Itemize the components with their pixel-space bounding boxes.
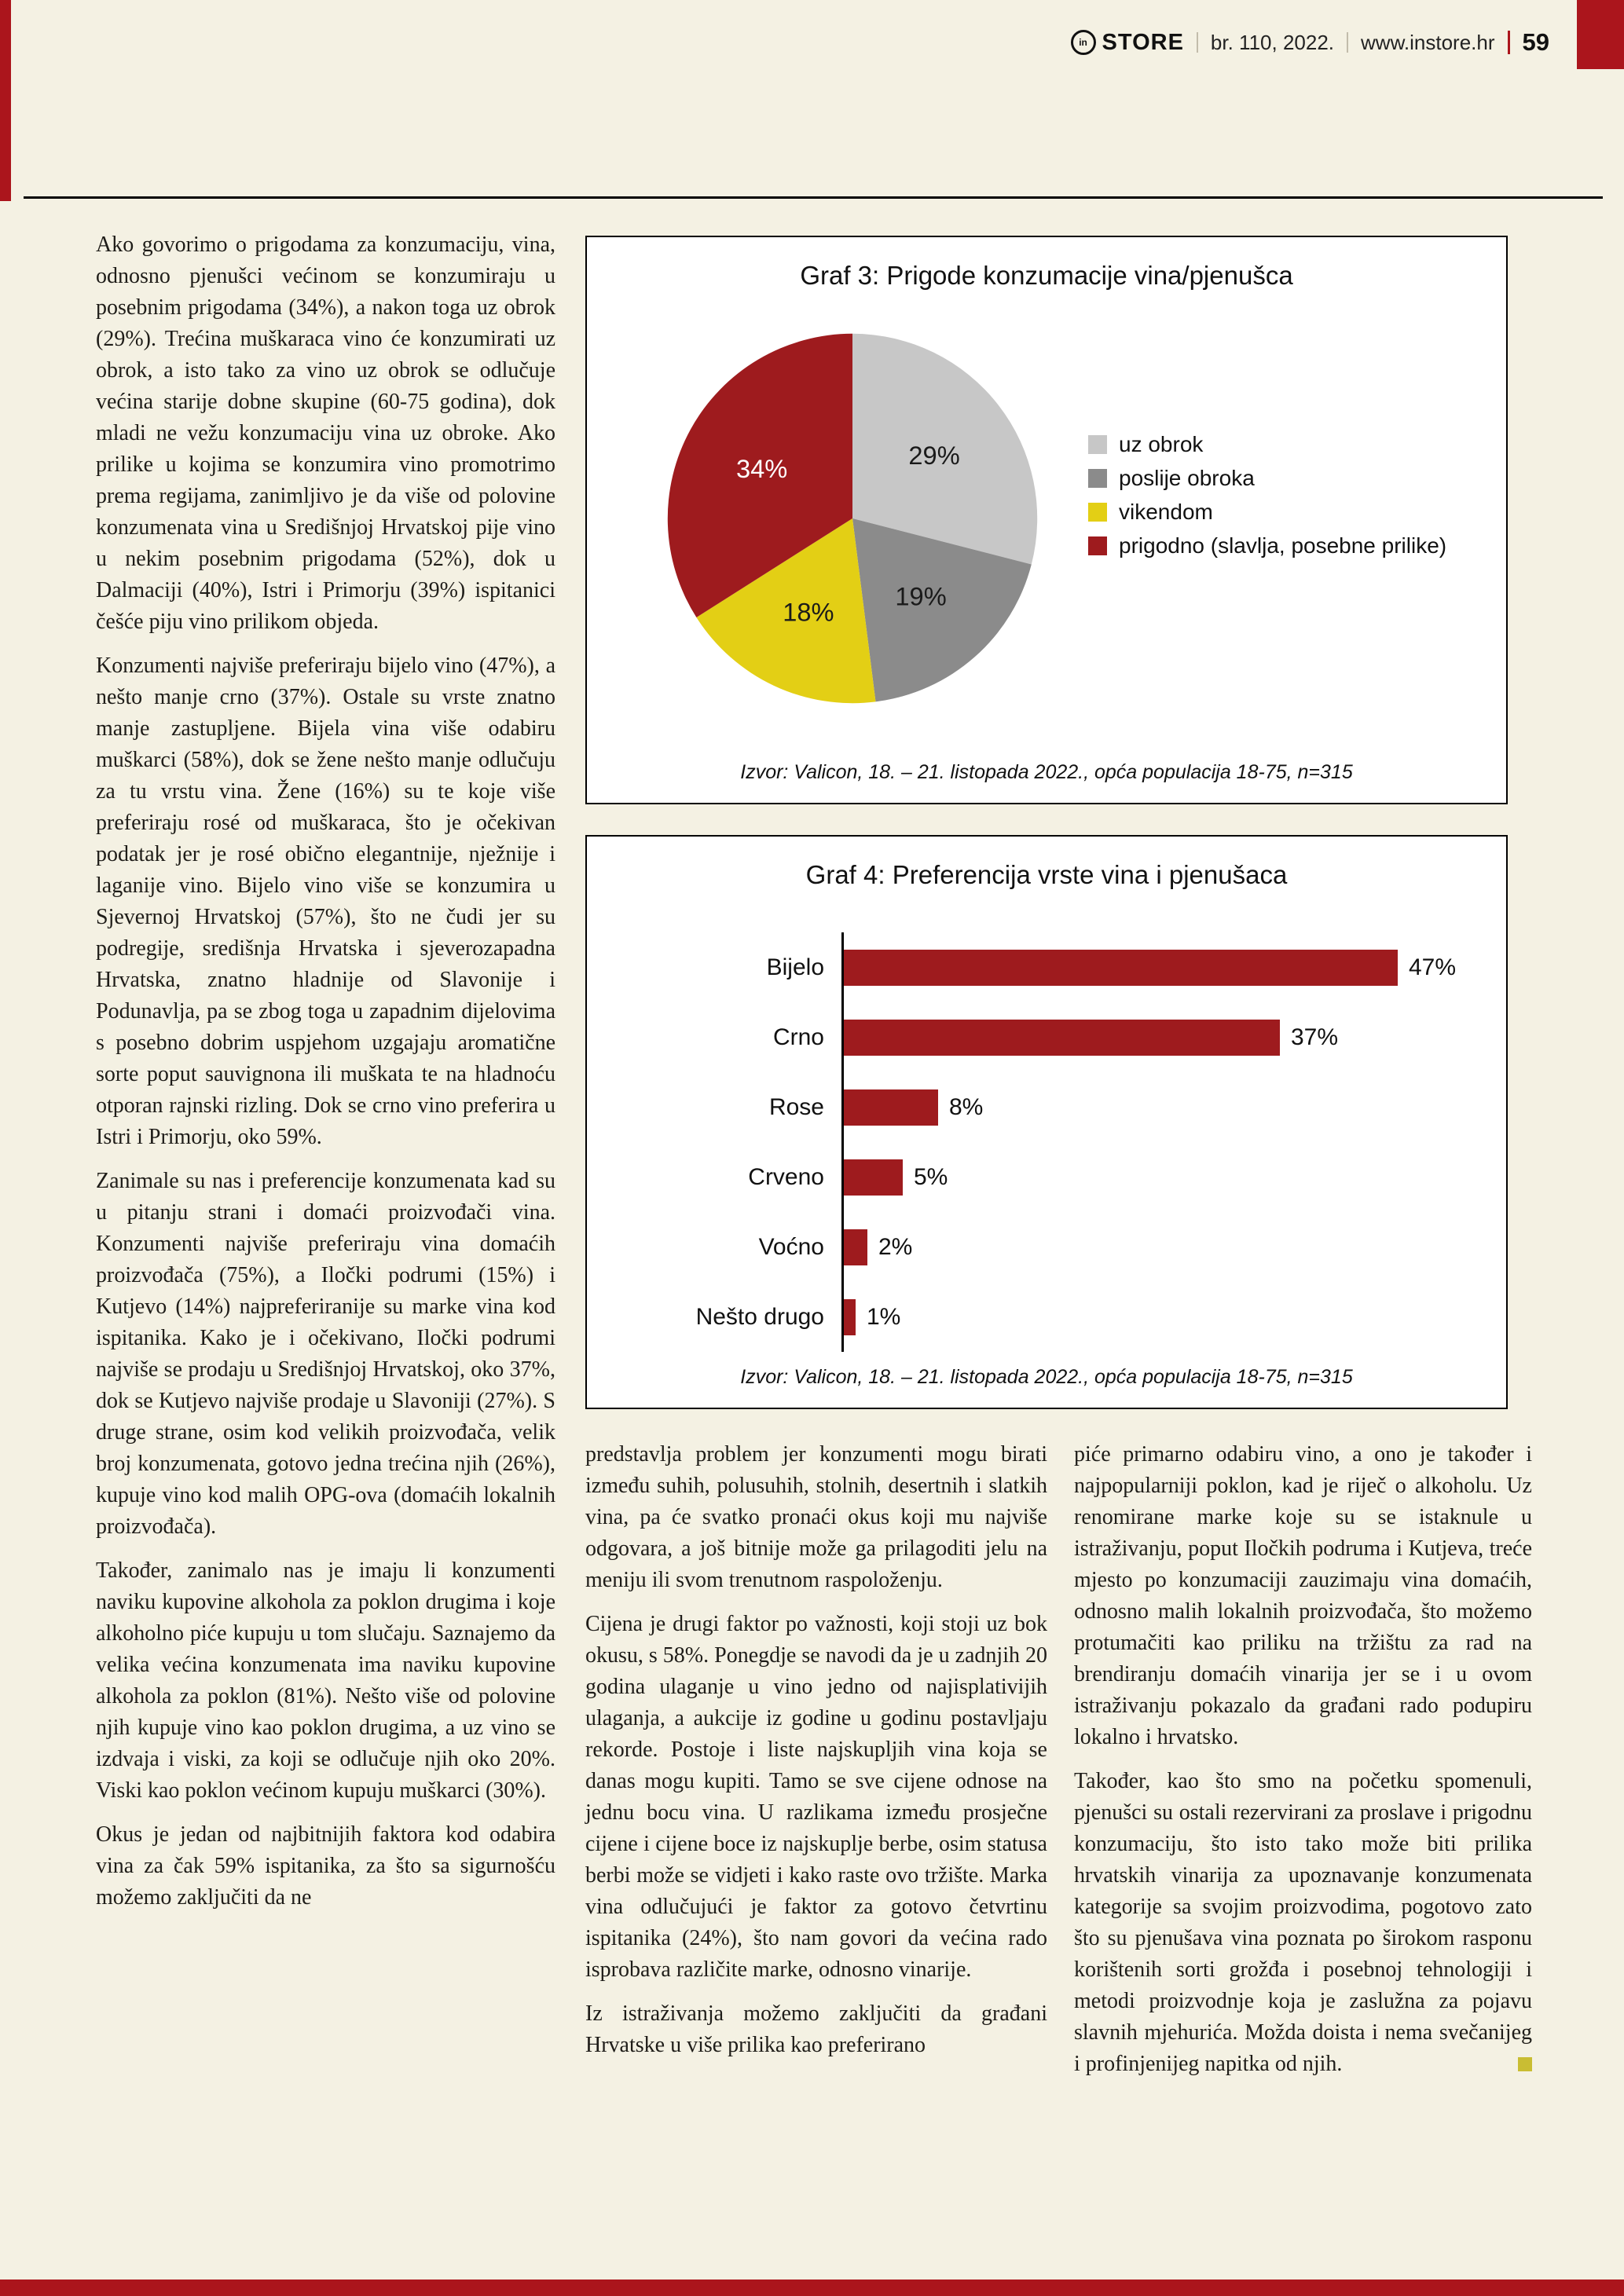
chart-source: Izvor: Valicon, 18. – 21. listopada 2022., opća populacija 18-75, n=315 bbox=[740, 761, 1353, 783]
bar-track bbox=[841, 1142, 1490, 1212]
page-header bbox=[1071, 28, 1549, 57]
bar-row bbox=[603, 1142, 1490, 1212]
pie-chart-svg bbox=[664, 330, 1041, 707]
bar-row bbox=[603, 1212, 1490, 1282]
article-paragraph: Okus je jedan od najbitnijih faktora kod odabira vina za čak 59% ispitanika, za što sa sigurnošću možemo zaključiti da ne bbox=[96, 1822, 555, 1910]
end-of-article-marker bbox=[1518, 2057, 1532, 2071]
legend-swatch bbox=[1088, 469, 1107, 488]
legend-item bbox=[1088, 533, 1446, 558]
bar-rows bbox=[603, 932, 1490, 1352]
header-rule bbox=[24, 196, 1603, 199]
pie-value-label: 18% bbox=[783, 597, 834, 627]
article-paragraph: Također, zanimalo nas je imaju li konzumenti naviku kupovine alkohola za poklon drugima i koje alkoholno piće kupuju u tom slučaju. Saznajemo da velika većina konzumenata ima naviku kupovine alkohola za poklon (81%). Nešto više od polovine njih kupuje vino kao poklon drugima, a uz vino se izdvaja i viski, za koji se odlučuje njih oko 20%. Viski kao poklon većinom kupuju muškarci (30%). bbox=[96, 1558, 555, 1803]
legend-swatch bbox=[1088, 503, 1107, 522]
instore-logo-icon bbox=[1071, 30, 1096, 55]
chart-title: Graf 3: Prigode konzumacije vina/pjenušca bbox=[800, 261, 1293, 290]
article-column-left bbox=[96, 229, 555, 1926]
legend-swatch bbox=[1088, 536, 1107, 555]
article-paragraph: piće primarno odabiru vino, a ono je također i najpopularniji poklon, kad je riječ o alkoholu. Uz renomirane marke koje su se istaknule u istraživanju, poput Iločkih podruma i Kutjeva, treće mjesto po konzumaciji zauzimaju vina domaćih, odnosno malih lokalnih proizvođača, što možemo protumačiti kao priliku na tržištu za rad na brendiranju domaćih vinarija jer se i u ovom istraživanju pokazalo da građani rado podupiru lokalno i hrvatsko. bbox=[1074, 1442, 1532, 1749]
chart-source: Izvor: Valicon, 18. – 21. listopada 2022., opća populacija 18-75, n=315 bbox=[740, 1366, 1353, 1388]
bar-track bbox=[841, 1212, 1490, 1282]
legend-item bbox=[1088, 500, 1446, 525]
bar-category-label: Bijelo bbox=[766, 954, 824, 980]
header-divider-red bbox=[1508, 31, 1510, 54]
bar bbox=[844, 1020, 1280, 1056]
bar-track bbox=[841, 1282, 1490, 1352]
bar bbox=[844, 950, 1398, 986]
legend-label: poslije obroka bbox=[1119, 466, 1255, 490]
bar-category-label: Rose bbox=[768, 1093, 824, 1120]
legend-label: uz obrok bbox=[1119, 432, 1204, 456]
bar-category-label: Voćno bbox=[758, 1233, 824, 1260]
pie-value-label: 29% bbox=[908, 440, 960, 470]
bar-value-label: 8% bbox=[949, 1093, 984, 1120]
article-paragraph: predstavlja problem jer konzumenti mogu birati između suhih, polusuhih, stolnih, desertnih i slatkih vina, pa će svatko pronaći okus koji mu najviše odgovara, a još bitnije može ga prilagoditi jelu na meniju ili svom trenutnom raspoloženju. bbox=[585, 1442, 1047, 1592]
chart-graf3-pie bbox=[585, 236, 1508, 804]
page-number: 59 bbox=[1522, 28, 1549, 56]
pie-legend bbox=[1088, 432, 1446, 558]
bar bbox=[844, 1299, 856, 1335]
bottom-accent-bar bbox=[0, 2280, 1624, 2296]
bar-category-label: Crveno bbox=[748, 1163, 824, 1190]
issue-number: br. 110, 2022. bbox=[1210, 30, 1335, 54]
bar-track bbox=[841, 932, 1490, 1002]
bar-category-label: Crno bbox=[772, 1023, 824, 1050]
bar bbox=[844, 1229, 867, 1265]
header-divider bbox=[1347, 32, 1348, 53]
chart-title: Graf 4: Preferencija vrste vina i pjenušaca bbox=[805, 860, 1288, 889]
bar-row bbox=[603, 1282, 1490, 1352]
article-paragraph: Cijena je drugi faktor po važnosti, koji stoji uz bok okusu, s 58%. Ponegdje se navodi da je u zadnjih 20 godina ulaganje u vino jedno od najisplativijih ulaganja, a aukcije iz godine u godinu postavljaju rekorde. Postoje i liste najskupljih vina koja se danas mogu kupiti. Tamo se sve cijene odnose na jednu bocu vina. U razlikama između prosječne cijene i cijene boce iz najskuplje berbe, osim statusa berbi može se vidjeti i kako raste ovo tržište. Marka vina odlučujući je faktor za gotovo četvrtinu ispitanika (24%), što nam govori da većina rado isprobava različite marke, odnosno vinarije. bbox=[585, 1612, 1047, 1982]
bar-category-label: Nešto drugo bbox=[695, 1303, 824, 1330]
legend-swatch bbox=[1088, 435, 1107, 454]
article-paragraph: Zanimale su nas i preferencije konzumenata kad su u pitanju strani i domaći proizvođači vina. Konzumenti najviše preferiraju vina domaćih proizvođača (75%), a Iločki podrumi (15%) i Kutjevo (14%) najpreferiranije su marke vina kod ispitanika. Kako je i očekivano, Iločki podrumi najviše se prodaju u Središnjoj Hrvatskoj, oko 37%, dok se Kutjevo najviše prodaje u Slavoniji (27%). S druge strane, osim kod velikih proizvođača, velik broj konzumenata, gotovo jedna trećina njih (26%), kupuje vino kod malih OPG-ova (domaćih lokalnih proizvođača). bbox=[96, 1169, 555, 1539]
bar-value-label: 1% bbox=[867, 1303, 901, 1330]
left-edge-accent-bar bbox=[0, 0, 11, 201]
header-divider bbox=[1197, 32, 1198, 53]
article-paragraph: Iz istraživanja možemo zaključiti da građani Hrvatske u više prilika kao preferirano bbox=[585, 2001, 1047, 2057]
article-paragraph: Konzumenti najviše preferiraju bijelo vino (47%), a nešto manje crno (37%). Ostale su vrste znatno manje zastupljene. Bijela vina više odabiru muškarci (58%), dok se žene nešto manje odlučuju za tu vrstu vina. Žene (16%) su te koje više preferiraju rosé od muškaraca, što je očekivan podatak jer je rosé obično elegantnije, nježnije i laganije vino. Bijelo vino više se konzumira u Sjevernoj Hrvatskoj (57%), što ne čudi jer su podregije, središnja Hrvatska i sjeverozapadna Hrvatska, znatno hladnije od Slavonije i Podunavlja, pa se zbog toga u zapadnim dijelovima s posebno dobrim uspjehom uzgajaju aromatične sorte poput sauvignona ili muškata te na hladnoću otporan rajnski rizling. Dok se crno vino preferira u Istri i Primorju, oko 59%. bbox=[96, 654, 555, 1149]
bar-value-label: 5% bbox=[914, 1163, 948, 1190]
logo-monogram: in bbox=[1079, 37, 1087, 48]
legend-label: vikendom bbox=[1119, 500, 1213, 524]
bar-row bbox=[603, 932, 1490, 1002]
bar bbox=[844, 1089, 938, 1126]
bar-track bbox=[841, 1072, 1490, 1142]
bar-value-label: 37% bbox=[1291, 1023, 1339, 1050]
chart-graf4-bars bbox=[585, 835, 1508, 1409]
bar-row bbox=[603, 1002, 1490, 1072]
article-column-right bbox=[1074, 1439, 1532, 2093]
paragraph-text: Također, kao što smo na početku spomenuli, pjenušci su ostali rezervirani za proslave i prigodnu konzumaciju, što isto tako može biti prilika hrvatskih vinarija za upoznavanje konzumenata kategorije sa svojim proizvodima, pogotovo zato što su pjenušava vina poznata po širokom rasponu korištenih sorti grožđa i posebnoj tehnologiji i metodi proizvodnje koja je zaslužna za pojavu slavnih mjehurića. Možda doista i nema svečanijeg i profinjenijeg napitka od njih. bbox=[1074, 1769, 1532, 2076]
bar-value-label: 47% bbox=[1409, 954, 1457, 980]
bar-value-label: 2% bbox=[878, 1233, 913, 1260]
article-column-middle bbox=[585, 1439, 1047, 2074]
bar-row bbox=[603, 1072, 1490, 1142]
legend-label: prigodno (slavlja, posebne prilike) bbox=[1119, 533, 1447, 558]
bar bbox=[844, 1159, 903, 1196]
bar-track bbox=[841, 1002, 1490, 1072]
pie-value-label: 19% bbox=[895, 581, 947, 611]
magazine-brand: STORE bbox=[1102, 29, 1184, 55]
magazine-website: www.instore.hr bbox=[1361, 30, 1495, 54]
pie-value-label: 34% bbox=[735, 454, 788, 484]
article-paragraph: Ako govorimo o prigodama za konzumaciju, vina, odnosno pjenušci većinom se konzumiraju u posebnim prigodama (34%), a nakon toga uz obrok (29%). Trećina muškaraca vino će konzumirati uz obrok, a isto tako za vino uz obrok se odlučuje većina starije dobne skupine (60-75 godina), dok mladi ne vežu konzumaciju vina uz obroke. Ako prilike u kojima se konzumira vino promotrimo prema regijama, zanimljivo je da više od polovine konzumenata vina u Središnjoj Hrvatskoj pije vino u nekim posebnim prigodama (52%), dok u Dalmaciji (40%), Istri i Primorju (39%) ispitanici češće piju vino prilikom objeda. bbox=[96, 233, 555, 634]
legend-item bbox=[1088, 466, 1446, 491]
top-right-accent-block bbox=[1577, 0, 1624, 69]
article-paragraph bbox=[1074, 1766, 1532, 2080]
legend-item bbox=[1088, 432, 1446, 457]
